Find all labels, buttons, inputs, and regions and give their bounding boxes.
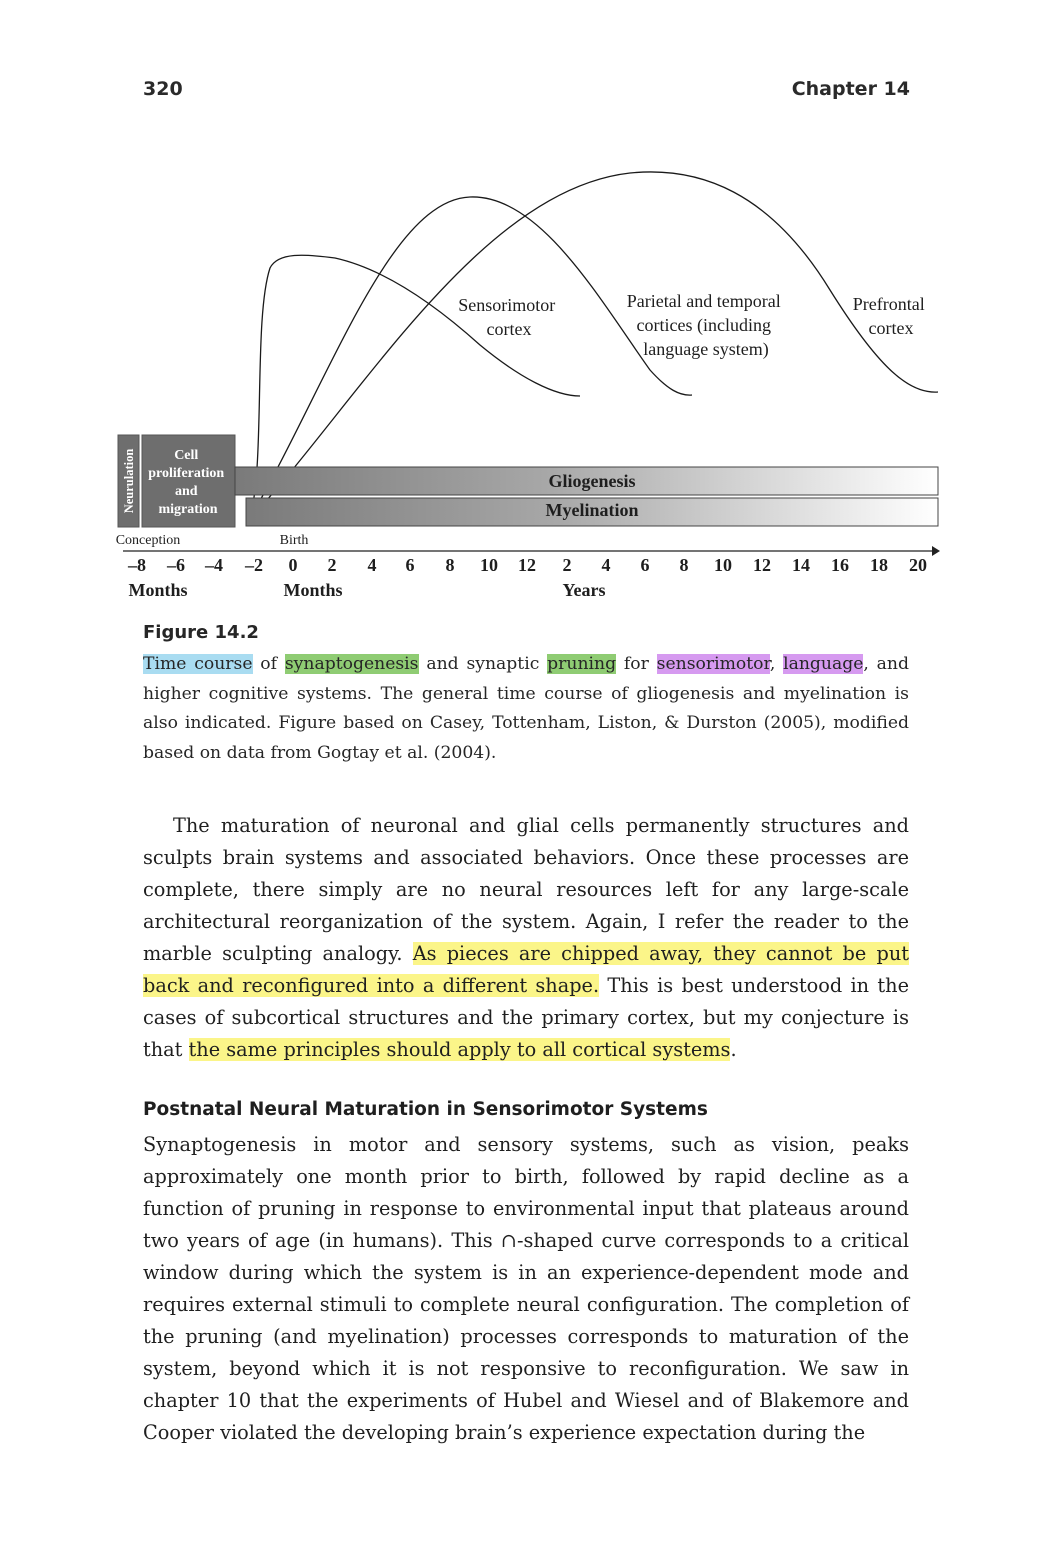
tick-label: –4	[205, 555, 223, 575]
tick-label: 4	[367, 555, 377, 575]
body-paragraph-2: Synaptogenesis in motor and sensory systems, such as vision, peaks approximately one month prior to birth, followed by rapid decline as a function of pruning in response to environmental input that plateaus around two years of age (in humans). This ∩-shaped curve corresponds to a critical window during which the system is in an experience-dependent mode and requires external stimuli to complete neural configuration. The completion of the pruning (and myelination) processes corresponds to maturation of the system, beyond which it is not responsive to reconfiguration. We saw in chapter 10 that the experiments of Hubel and Wiesel and of Blakemore and Cooper violated the developing brain’s experience expectation during the	[143, 1133, 909, 1444]
tick-label: 10	[714, 555, 732, 575]
tick-label: 0	[288, 555, 298, 575]
gliogenesis-label: Gliogenesis	[548, 471, 636, 491]
body-paragraph-1	[143, 810, 909, 1066]
prefrontal-label: Prefrontal cortex	[852, 294, 925, 338]
myelination-label: Myelination	[545, 500, 639, 520]
tick-label: 6	[405, 555, 415, 575]
year-ticks	[563, 555, 928, 575]
tick-label: –8	[128, 555, 146, 575]
neurulation-label: Neurulation	[122, 448, 136, 514]
tick-label: 16	[831, 555, 849, 575]
caption-text: and synaptic	[418, 654, 548, 674]
chapter-label: Chapter 14	[791, 78, 910, 100]
tick-label: 20	[909, 555, 927, 575]
highlight-time-course: Time course	[143, 654, 253, 674]
axis-label-months-prenatal: Months	[128, 580, 188, 600]
highlight-sensorimotor: sensorimotor	[656, 654, 770, 674]
parietal-temporal-label: Parietal and temporal cortices (including language system)	[626, 291, 781, 359]
tick-label: –2	[245, 555, 263, 575]
prenatal-ticks	[127, 555, 263, 575]
highlight-same-principles: the same principles should apply to all cortical systems	[188, 1038, 731, 1061]
tick-label: 6	[640, 555, 650, 575]
birth-marker: Birth	[279, 533, 309, 548]
caption-text: for	[616, 654, 657, 674]
tick-label: 2	[327, 555, 337, 575]
axis-label-years: Years	[562, 580, 606, 600]
axis-arrowhead	[932, 546, 940, 556]
caption-text: ,	[769, 654, 784, 674]
figure-caption	[143, 650, 909, 768]
paragraph-text: The maturation of neuronal and glial cells permanently structures and sculpts brain systems and associated behaviors. Once these processes are complete, there simply are no neural resources left for any large-scale architectural reorganization of the system. Again, I refer the reader to the marble sculpting analogy.	[143, 814, 909, 965]
tick-label: 8	[679, 555, 689, 575]
sensorimotor-label: Sensorimotor cortex	[458, 295, 556, 339]
highlight-pruning: pruning	[547, 654, 617, 674]
highlight-synaptogenesis: synaptogenesis	[284, 654, 419, 674]
axis-label-months-postnatal: Months	[283, 580, 343, 600]
section-heading: Postnatal Neural Maturation in Sensorimotor Systems	[143, 1099, 708, 1120]
conception-marker: Conception	[115, 533, 181, 548]
paragraph-text: This is best understood in the cases of subcortical structures and the primary cortex, but my conjecture is that	[143, 974, 909, 1061]
tick-label: 12	[518, 555, 536, 575]
tick-label: 8	[445, 555, 455, 575]
tick-label: 12	[753, 555, 771, 575]
tick-label: 18	[870, 555, 888, 575]
tick-label: 14	[792, 555, 810, 575]
postnatal-month-ticks	[289, 555, 537, 575]
tick-label: 4	[601, 555, 611, 575]
caption-text: of	[252, 654, 285, 674]
caption-text: , and higher cognitive systems. The general time course of gliogenesis and myelination is also indicated. Figure based on Casey, Tottenham, Liston, & Durston (2005), modified based on data from Gogtay et al. (2004).	[143, 654, 909, 763]
cell-proliferation-label: Cell proliferation and migration	[148, 448, 225, 517]
paragraph-text: .	[730, 1038, 737, 1061]
tick-label: 2	[562, 555, 572, 575]
figure-14-2	[0, 0, 1053, 610]
highlight-marble-analogy: As pieces are chipped away, they cannot be put back and reconfigured into a different shape.	[143, 942, 909, 997]
tick-label: 10	[480, 555, 498, 575]
figure-caption-title: Figure 14.2	[143, 622, 259, 643]
page-number: 320	[143, 78, 183, 100]
highlight-language: language	[783, 654, 864, 674]
tick-label: –6	[167, 555, 185, 575]
